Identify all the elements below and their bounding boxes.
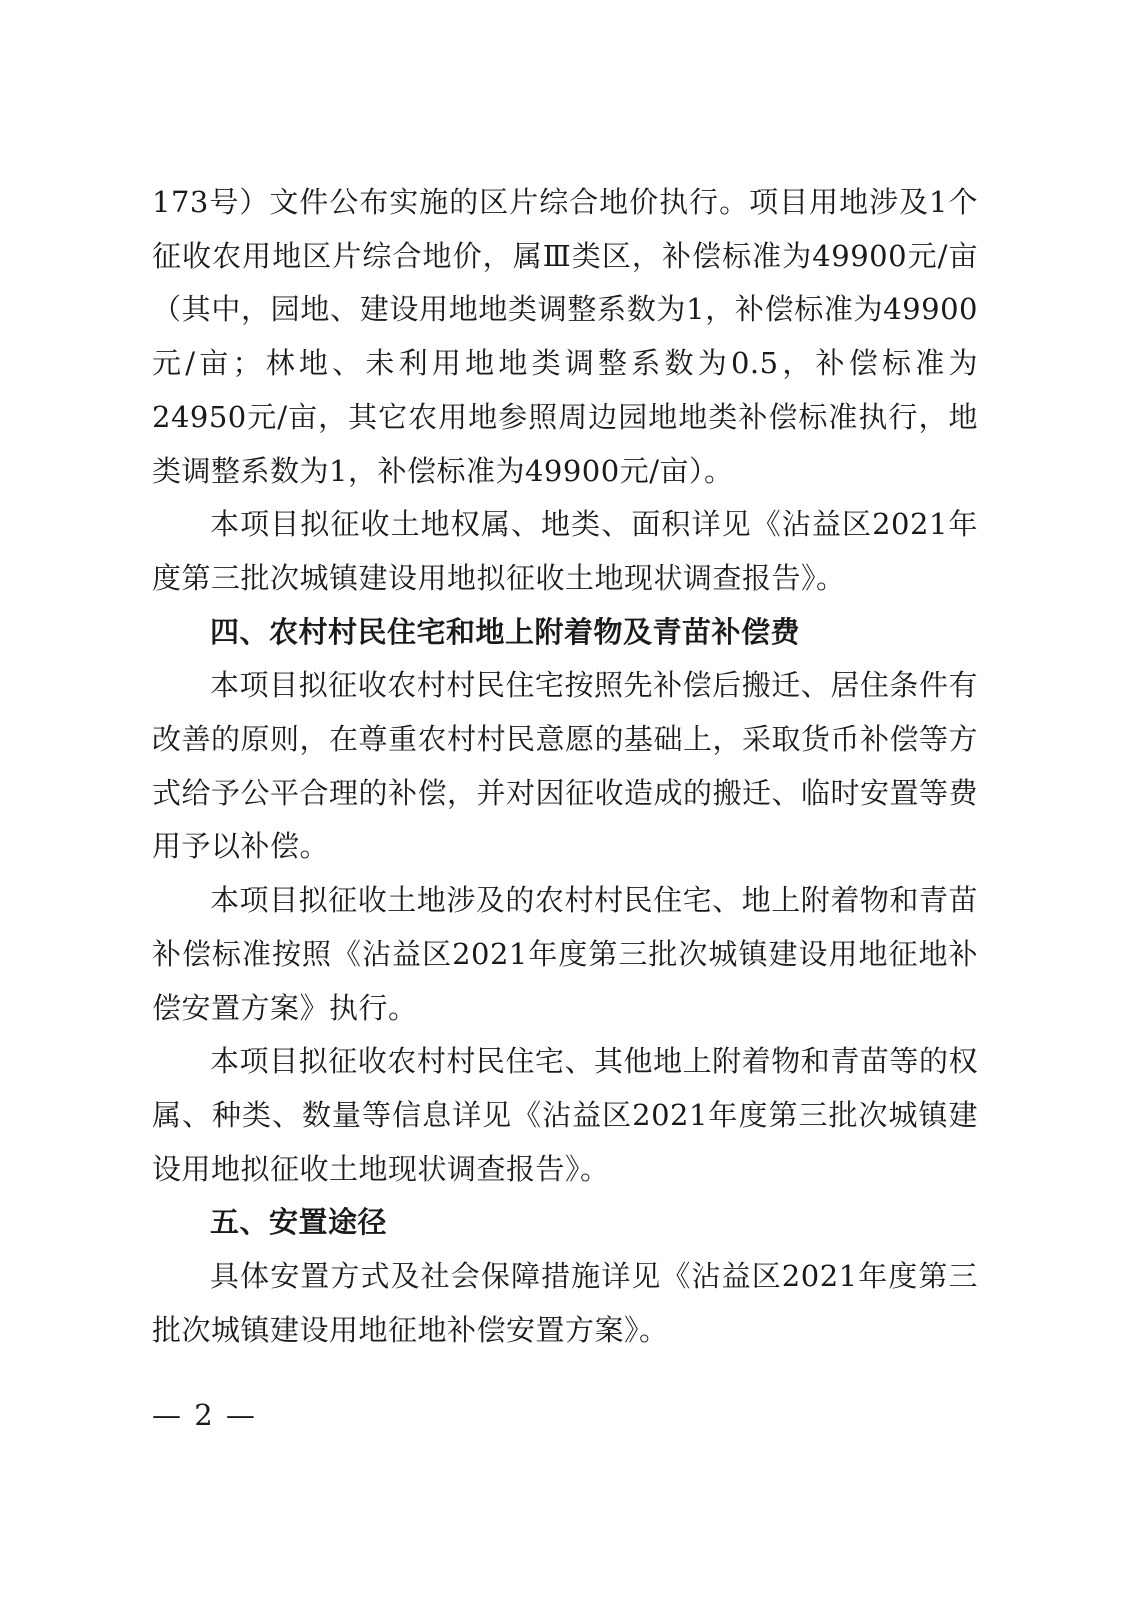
document-body: [152, 176, 978, 1357]
page-number: — 2 —: [152, 1398, 257, 1432]
paragraph-land-survey-report: 本项目拟征收土地权属、地类、面积详见《沾益区2021年度第三批次城镇建设用地拟征收土地现状调查报告》。: [152, 507, 978, 595]
paragraph-land-price: 173号）文件公布实施的区片综合地价执行。项目用地涉及1个征收农用地区片综合地价，属Ⅲ类区，补偿标准为49900元/亩（其中，园地、建设用地地类调整系数为1，补偿标准为49900元/亩；林地、未利用地地类调整系数为0.5，补偿标准为24950元/亩，其它农用地参照周边园地地类补偿标准执行，地类调整系数为1，补偿标准为49900元/亩）。: [152, 185, 978, 488]
paragraph-attachments-info: 本项目拟征收农村村民住宅、其他地上附着物和青苗等的权属、种类、数量等信息详见《沾益区2021年度第三批次城镇建设用地拟征收土地现状调查报告》。: [152, 1044, 978, 1186]
section-heading-compensation: 四、农村村民住宅和地上附着物及青苗补偿费: [210, 614, 801, 649]
paragraph-compensation-standard: 本项目拟征收土地涉及的农村村民住宅、地上附着物和青苗补偿标准按照《沾益区2021年度第三批次城镇建设用地征地补偿安置方案》执行。: [152, 883, 978, 1025]
paragraph-resettlement-details: 具体安置方式及社会保障措施详见《沾益区2021年度第三批次城镇建设用地征地补偿安置方案》。: [152, 1259, 978, 1347]
paragraph-housing-compensation: 本项目拟征收农村村民住宅按照先补偿后搬迁、居住条件有改善的原则，在尊重农村村民意愿的基础上，采取货币补偿等方式给予公平合理的补偿，并对因征收造成的搬迁、临时安置等费用予以补偿。: [152, 668, 979, 864]
section-heading-resettlement: 五、安置途径: [210, 1205, 388, 1240]
